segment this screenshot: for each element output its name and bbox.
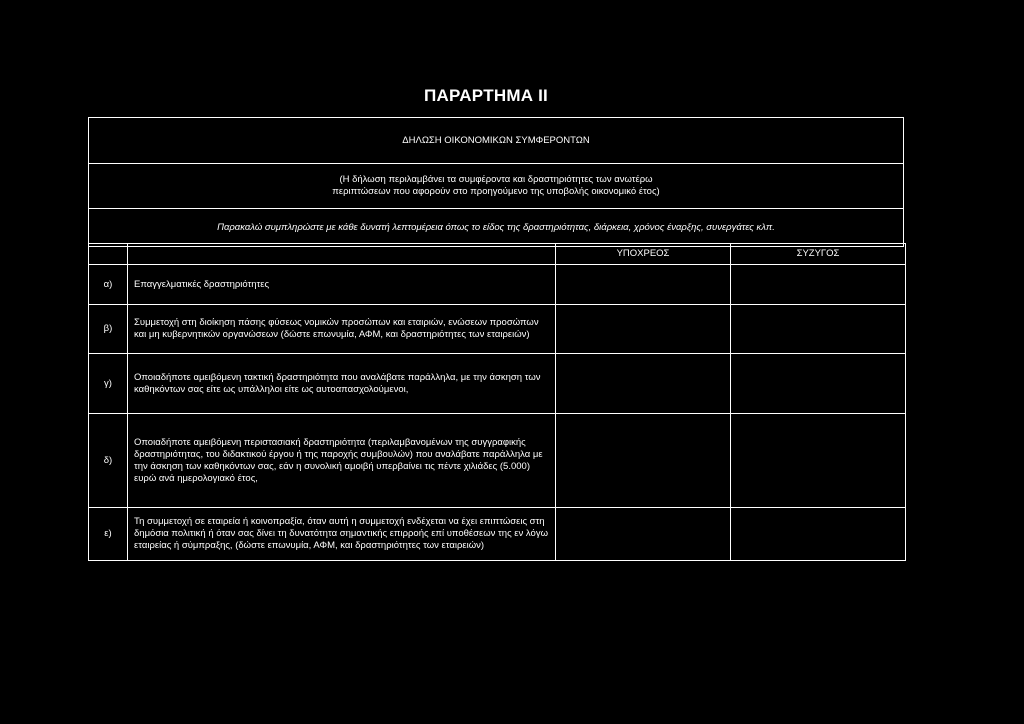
table-row bbox=[89, 265, 906, 305]
spouse-cell[interactable] bbox=[731, 354, 906, 414]
table-row bbox=[89, 354, 906, 414]
column-obligated: ΥΠΟΧΡΕΟΣ bbox=[556, 244, 731, 265]
header-empty-label bbox=[89, 244, 128, 265]
page-title: ΠΑΡΑΡΤΗΜΑ ΙΙ bbox=[424, 86, 548, 105]
obligated-cell[interactable] bbox=[556, 414, 731, 508]
note-line-2: περιπτώσεων που αφορούν στο προηγούμενο της υποβολής οικονομικό έτος) bbox=[332, 186, 660, 197]
obligated-cell[interactable] bbox=[556, 354, 731, 414]
row-label: ε) bbox=[89, 508, 128, 561]
row-label: δ) bbox=[89, 414, 128, 508]
obligated-cell[interactable] bbox=[556, 265, 731, 305]
obligated-cell[interactable] bbox=[556, 305, 731, 354]
header-empty-text bbox=[128, 244, 556, 265]
declaration-table bbox=[88, 243, 906, 561]
table-row bbox=[89, 508, 906, 561]
declaration-note bbox=[89, 164, 903, 209]
row-label: α) bbox=[89, 265, 128, 305]
spouse-cell[interactable] bbox=[731, 305, 906, 354]
spouse-cell[interactable] bbox=[731, 414, 906, 508]
row-text: Οποιαδήποτε αμειβόμενη περιστασιακή δραστηριότητα (περιλαμβανομένων της συγγραφικής δραστηριότητας, του διδακτικού έργου ή της παροχής συμβουλών) που αναλάβατε παράλληλα με την άσκηση των καθηκόντων σας, εάν η συνολική αμοιβή υπερβαίνει τις πέντε χιλιάδες (5.000) ευρώ ανά ημερολογιακό έτος, bbox=[128, 414, 556, 508]
row-label: γ) bbox=[89, 354, 128, 414]
spouse-cell[interactable] bbox=[731, 265, 906, 305]
spouse-cell[interactable] bbox=[731, 508, 906, 561]
obligated-cell[interactable] bbox=[556, 508, 731, 561]
row-label: β) bbox=[89, 305, 128, 354]
table-row bbox=[89, 414, 906, 508]
instruction-text: Παρακαλώ συμπληρώστε με κάθε δυνατή λεπτομέρεια όπως το είδος της δραστηριότητας, διάρκεια, χρόνος έναρξης, συνεργάτες κλπ. bbox=[89, 209, 903, 247]
column-spouse: ΣΥΖΥΓΟΣ bbox=[731, 244, 906, 265]
header-box bbox=[88, 117, 904, 247]
declaration-heading: ΔΗΛΩΣΗ ΟΙΚΟΝΟΜΙΚΩΝ ΣΥΜΦΕΡΟΝΤΩΝ bbox=[89, 118, 903, 164]
row-text: Επαγγελματικές δραστηριότητες bbox=[128, 265, 556, 305]
table-row bbox=[89, 305, 906, 354]
row-text: Οποιαδήποτε αμειβόμενη τακτική δραστηριότητα που αναλάβατε παράλληλα, με την άσκηση των καθηκόντων σας είτε ως υπάλληλοι είτε ως αυτοαπασχολούμενοι, bbox=[128, 354, 556, 414]
row-text: Συμμετοχή στη διοίκηση πάσης φύσεως νομικών προσώπων και εταιριών, ενώσεων προσώπων και μη κυβερνητικών οργανώσεων (δώστε επωνυμία, ΑΦΜ, και δραστηριότητες των εταιρειών) bbox=[128, 305, 556, 354]
note-line-1: (Η δήλωση περιλαμβάνει τα συμφέροντα και δραστηριότητες των ανωτέρω bbox=[339, 174, 653, 185]
row-text: Τη συμμετοχή σε εταιρεία ή κοινοπραξία, όταν αυτή η συμμετοχή ενδέχεται να έχει επιπτώσεις στη δημόσια πολιτική ή όταν σας δίνει τη δυνατότητα σημαντικής επιρροής επί υποθέσεων της εν λόγω εταιρείας ή σύμπραξης, (δώστε επωνυμία, ΑΦΜ, και δραστηριότητες των εταιρειών) bbox=[128, 508, 556, 561]
table-header-row bbox=[89, 244, 906, 265]
